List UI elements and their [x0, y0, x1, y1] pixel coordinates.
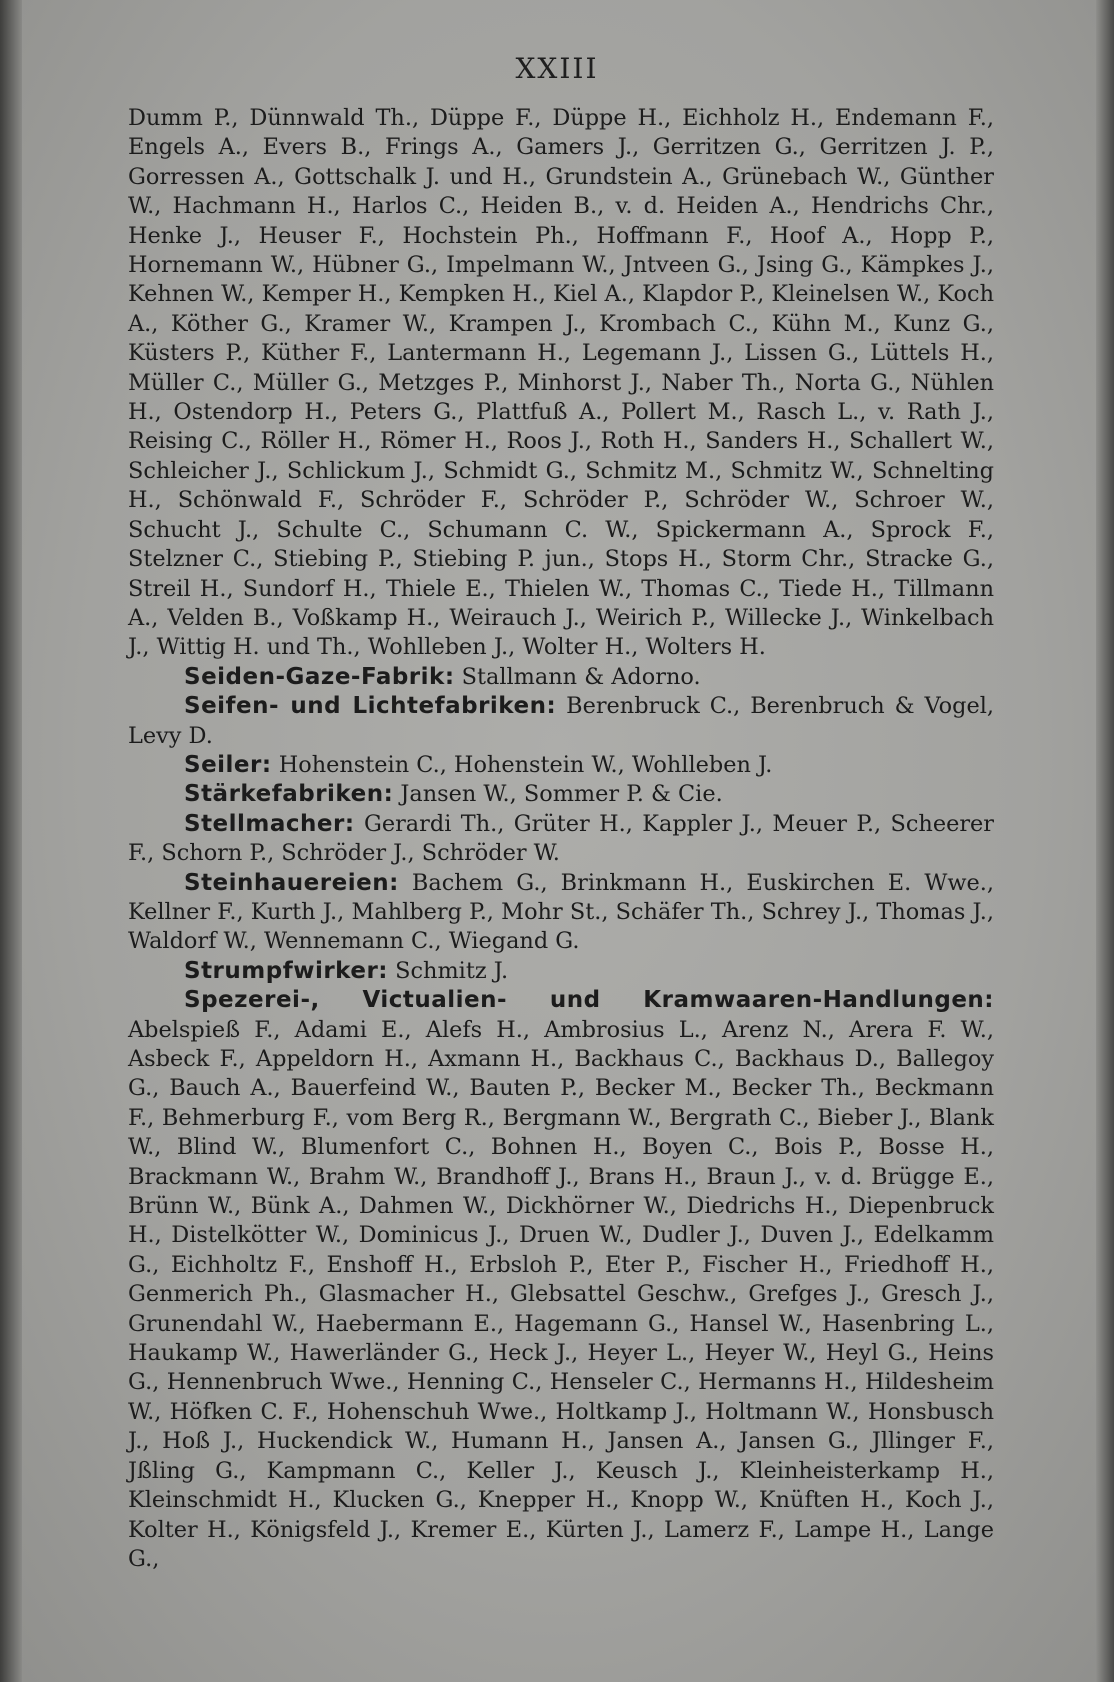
intro-paragraph: Dumm P., Dünnwald Th., Düppe F., Düppe H., Eichholz H., Endemann F., Engels A., Evers B., Frings A., Gamers J., Gerritzen G., Gerritzen J. P., Gorressen A., Gottschalk J. und H., Grundstein A., Grünebach W., Günther W., Hachmann H., Harlos C., Heiden B., v. d. Heiden A., Hendrichs Chr., Henke J., Heuser F., Hochstein Ph., Hoffmann F., Hoof A., Hopp P., Hornemann W., Hübner G., Impelmann W., Jntveen G., Jsing G., Kämpkes J., Kehnen W., Kemper H., Kempken H., Kiel A., Klapdor P., Kleinelsen W., Koch A., Köther G., Kramer W., Krampen J., Krombach C., Kühn M., Kunz G., Küsters P., Küther F., Lantermann H., Legemann J., Lissen G., Lüttels H., Müller C., Müller G., Metzges P., Minhorst J., Naber Th., Norta G., Nühlen H., Ostendorp H., Peters G., Plattfuß A., Pollert M., Rasch L., v. Rath J., Reising C., Röller H., Römer H., Roos J., Roth H., Sanders H., Schallert W., Schleicher J., Schlickum J., Schmidt G., Schmitz M., Schmitz W., Schnelting H., Schönwald F., Schröder F., Schröder P., Schröder W., Schroer W., Schucht J., Schulte C., Schumann C. W., Spickermann A., Sprock F., Stelzner C., Stiebing P., Stiebing P. jun., Stops H., Storm Chr., Stracke G., Streil H., Sundorf H., Thiele E., Thielen W., Thomas C., Tiede H., Tillmann A., Velden B., Voßkamp H., Weirauch J., Weirich P., Willecke J., Winkelbach J., Wittig H. und Th., Wohlleben J., Wolter H., Wolters H.	[128, 105, 994, 661]
entry-names: Berenbruck C., Berenbruch & Vogel, Levy D.	[128, 693, 994, 749]
category-heading: Stellmacher:	[184, 810, 355, 837]
category-heading: Steinhauereien:	[184, 869, 399, 896]
entry-seiden-gaze-fabrik	[128, 663, 994, 692]
entry-names: Abelspieß F., Adami E., Alefs H., Ambrosius L., Arenz N., Arera F. W., Asbeck F., Appeldorn H., Axmann H., Backhaus C., Backhaus D., Ballegoy G., Bauch A., Bauerfeind W., Bauten P., Becker M., Becker Th., Beckmann F., Behmerburg F., vom Berg R., Bergmann W., Bergrath C., Bieber J., Blank W., Blind W., Blumenfort C., Bohnen H., Boyen C., Bois P., Bosse H., Brackmann W., Brahm W., Brandhoff J., Brans H., Braun J., v. d. Brügge E., Brünn W., Bünk A., Dahmen W., Dickhörner W., Diedrichs H., Diepenbruck H., Distelkötter W., Dominicus J., Druen W., Dudler J., Duven J., Edelkamm G., Eichholtz F., Enshoff H., Erbsloh P., Eter P., Fischer H., Friedhoff H., Genmerich Ph., Glasmacher H., Glebsattel Geschw., Grefges J., Gresch J., Grunendahl W., Haebermann E., Hagemann G., Hansel W., Hasenbring L., Haukamp W., Hawerländer G., Heck J., Heyer L., Heyer W., Heyl G., Heins G., Hennenbruch Wwe., Henning C., Henseler C., Hermanns H., Hildesheim W., Höfken C. F., Hohenschuh Wwe., Holtkamp J., Holtmann W., Honsbusch J., Hoß J., Huckendick W., Humann H., Jansen A., Jansen G., Jllinger F., Jßling G., Kampmann C., Keller J., Keusch J., Kleinheisterkamp H., Kleinschmidt H., Klucken G., Knepper H., Knopp W., Knüften H., Koch J., Kolter H., Königsfeld J., Kremer E., Kürten J., Lamerz F., Lampe H., Lange G.,	[128, 1016, 994, 1572]
category-heading: Seifen- und Lichtefabriken:	[184, 693, 557, 720]
entry-names: Hohenstein C., Hohenstein W., Wohlleben J.	[278, 751, 773, 778]
entry-names: Jansen W., Sommer P. & Cie.	[400, 781, 723, 808]
entry-staerkefabriken	[128, 780, 994, 809]
page-shadow-left	[0, 0, 22, 1682]
category-heading: Strumpfwirker:	[184, 957, 389, 984]
page-number: XXIII	[515, 52, 599, 85]
directory-text	[128, 104, 994, 1574]
entry-spezerei-handlungen	[128, 986, 994, 1574]
entry-names: Schmitz J.	[395, 957, 509, 984]
category-heading: Seiden-Gaze-Fabrik:	[184, 663, 455, 690]
entry-names: Bachem G., Brinkmann H., Euskirchen E. Wwe., Kellner F., Kurth J., Mahlberg P., Mohr St., Schäfer Th., Schrey J., Thomas J., Waldorf W., Wennemann C., Wiegand G.	[128, 869, 994, 955]
entry-strumpfwirker	[128, 957, 994, 986]
entry-names: Stallmann & Adorno.	[461, 663, 701, 690]
entry-steinhauereien	[128, 869, 994, 957]
entry-seiler	[128, 751, 994, 780]
category-heading: Stärkefabriken:	[184, 781, 394, 808]
entry-names: Gerardi Th., Grüter H., Kappler J., Meuer P., Scheerer F., Schorn P., Schröder J., Schröder W.	[128, 810, 994, 867]
entry-seifen-lichtefabriken	[128, 692, 994, 751]
category-heading: Spezerei-, Victualien- und Kramwaaren-Handlungen:	[184, 987, 994, 1014]
page-shadow-right	[1096, 0, 1114, 1682]
category-heading: Seiler:	[184, 751, 272, 778]
entry-stellmacher	[128, 810, 994, 869]
